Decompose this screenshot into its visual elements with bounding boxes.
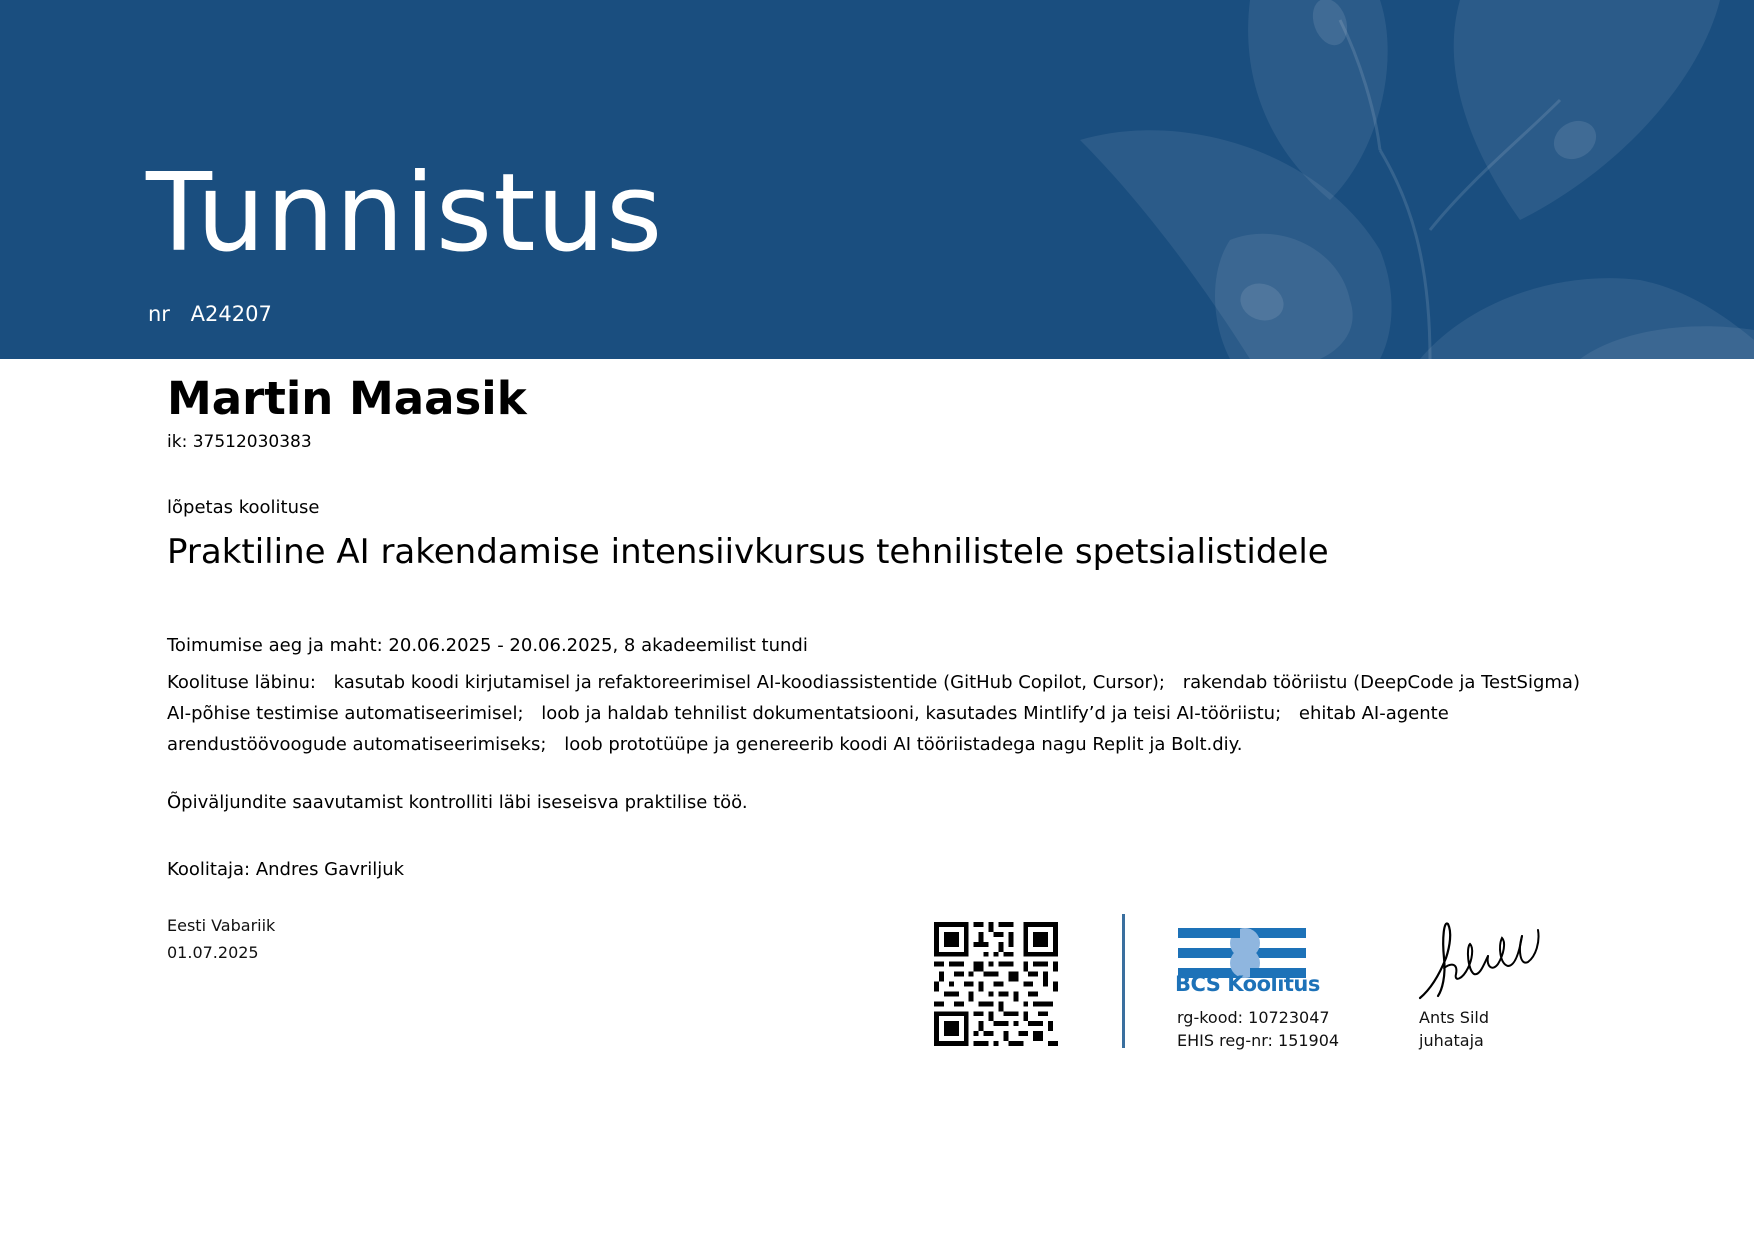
outcome-item: loob ja haldab tehnilist dokumentatsiooni, kasutades Mintlify’d ja teisi AI-tööriistu; [541, 703, 1282, 724]
signer [1419, 1006, 1489, 1052]
assessment-statement: Õpiväljundite saavutamist kontrolliti läbi iseseisva praktilise töö. [167, 792, 748, 813]
certificate-number-value: A24207 [190, 302, 272, 326]
issue-country: Eesti Vabariik [167, 916, 276, 935]
recipient-id-code: ik: 37512030383 [167, 432, 312, 452]
outcome-item: rakendab tööriistu (DeepCode ja TestSigma) AI-põhise testimise automatiseerimisel; [167, 672, 1580, 724]
signer-role: juhataja [1419, 1031, 1484, 1050]
learning-outcomes [167, 667, 1587, 760]
issue-place-date [167, 912, 275, 966]
trainer: Koolitaja: Andres Gavriljuk [167, 859, 405, 880]
signer-name: Ants Sild [1419, 1008, 1489, 1027]
vertical-divider [1122, 914, 1125, 1048]
organization-name: BCS Koolitus [1175, 972, 1320, 996]
signature-icon [1418, 918, 1542, 1002]
outcomes-label: Koolituse läbinu: [167, 672, 316, 693]
certificate-number [148, 302, 272, 326]
course-duration: Toimumise aeg ja maht: 20.06.2025 - 20.06.2025, 8 akadeemilist tundi [167, 635, 808, 656]
certificate-number-label: nr [148, 302, 170, 326]
outcome-item: loob prototüüpe ja genereerib koodi AI tööriistadega nagu Replit ja Bolt.diy. [564, 734, 1243, 755]
issue-date: 01.07.2025 [167, 943, 259, 962]
organization-registration [1177, 1006, 1339, 1052]
recipient-name: Martin Maasik [167, 372, 527, 425]
qr-code-icon[interactable] [934, 922, 1058, 1046]
certificate-title: Tunnistus [146, 151, 664, 276]
outcome-item: ehitab AI-agente arendustöövoogude automatiseerimiseks; [167, 703, 1449, 755]
completed-label: lõpetas koolituse [167, 497, 320, 518]
ehis-number: EHIS reg-nr: 151904 [1177, 1031, 1340, 1050]
outcome-item: kasutab koodi kirjutamisel ja refaktoreerimisel AI-koodiassistentide (GitHub Copilot, Cursor); [333, 672, 1165, 693]
course-title: Praktiline AI rakendamise intensiivkursus tehnilistele spetsialistidele [167, 532, 1329, 572]
registry-code: rg-kood: 10723047 [1177, 1008, 1330, 1027]
header-banner [0, 0, 1754, 359]
